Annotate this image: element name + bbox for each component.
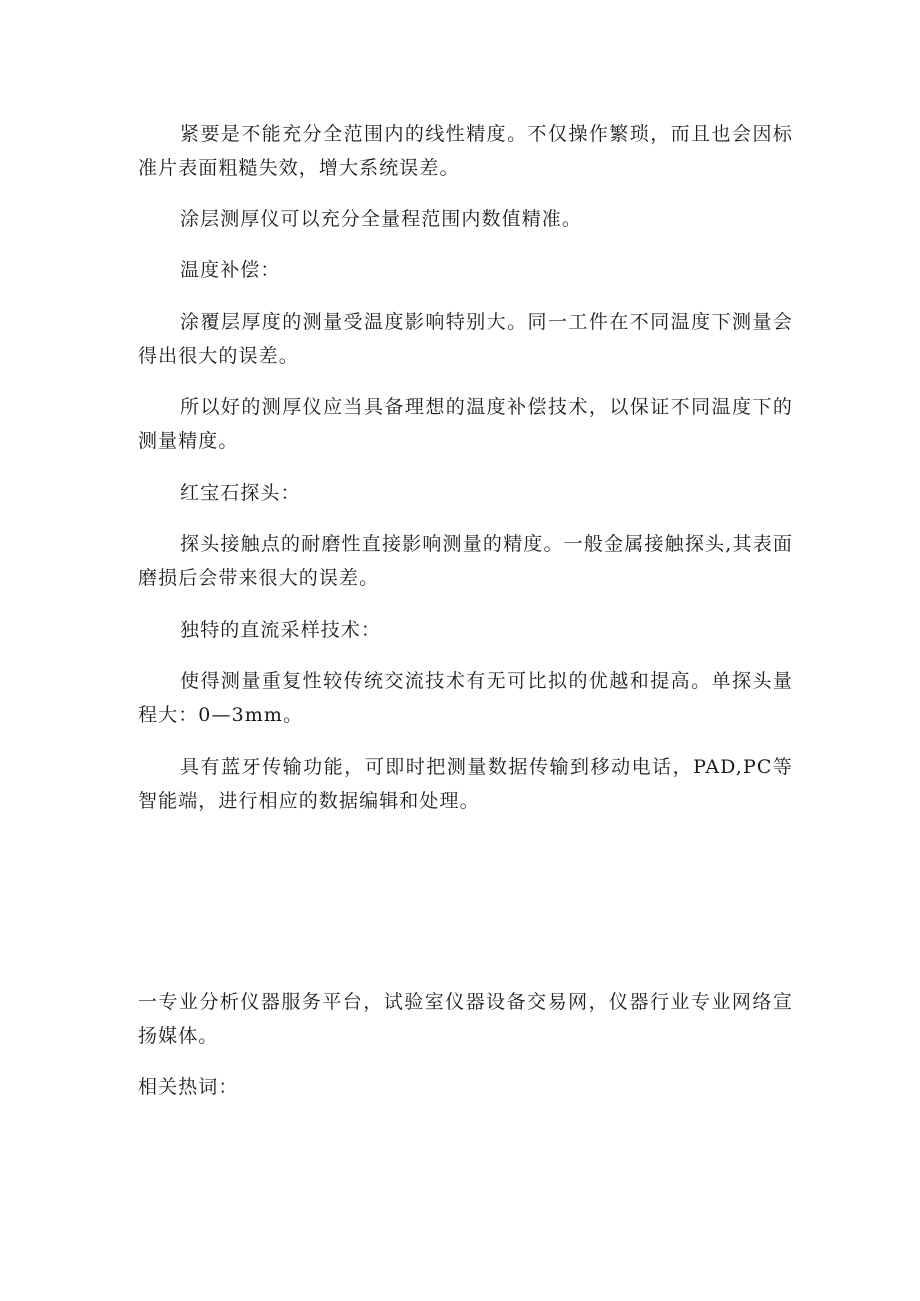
- paragraph-temperature-influence: 涂覆层厚度的测量受温度影响特别大。同一工件在不同温度下测量会得出很大的误差。: [138, 311, 793, 367]
- footer-hot-words-label: 相关热词：: [138, 1076, 239, 1098]
- paragraph-repeatability: 使得测量重复性较传统交流技术有无可比拟的优越和提高。单探头量程大：0—3mm。: [138, 670, 793, 726]
- paragraph-bluetooth: 具有蓝牙传输功能，可即时把测量数据传输到移动电话，PAD,PC等智能端，进行相应的数据编辑和处理。: [138, 756, 793, 812]
- paragraph-temperature-technique: 所以好的测厚仪应当具备理想的温度补偿技术，以保证不同温度下的测量精度。: [138, 396, 793, 452]
- paragraph-probe-wear: 探头接触点的耐磨性直接影响测量的精度。一般金属接触探头,其表面磨损后会带来很大的误差。: [138, 533, 793, 589]
- heading-temperature-compensation: 温度补偿：: [180, 259, 281, 281]
- heading-dc-sampling: 独特的直流采样技术：: [180, 619, 382, 641]
- footer-platform-text: 一专业分析仪器服务平台，试验室仪器设备交易网，仪器行业专业网络宣扬媒体。: [138, 991, 793, 1047]
- paragraph-linearity: 紧要是不能充分全范围内的线性精度。不仅操作繁琐，而且也会因标准片表面粗糙失效，增大系统误差。: [138, 123, 793, 179]
- paragraph-full-range: 涂层测厚仪可以充分全量程范围内数值精准。: [180, 208, 583, 230]
- heading-ruby-probe: 红宝石探头：: [180, 482, 301, 504]
